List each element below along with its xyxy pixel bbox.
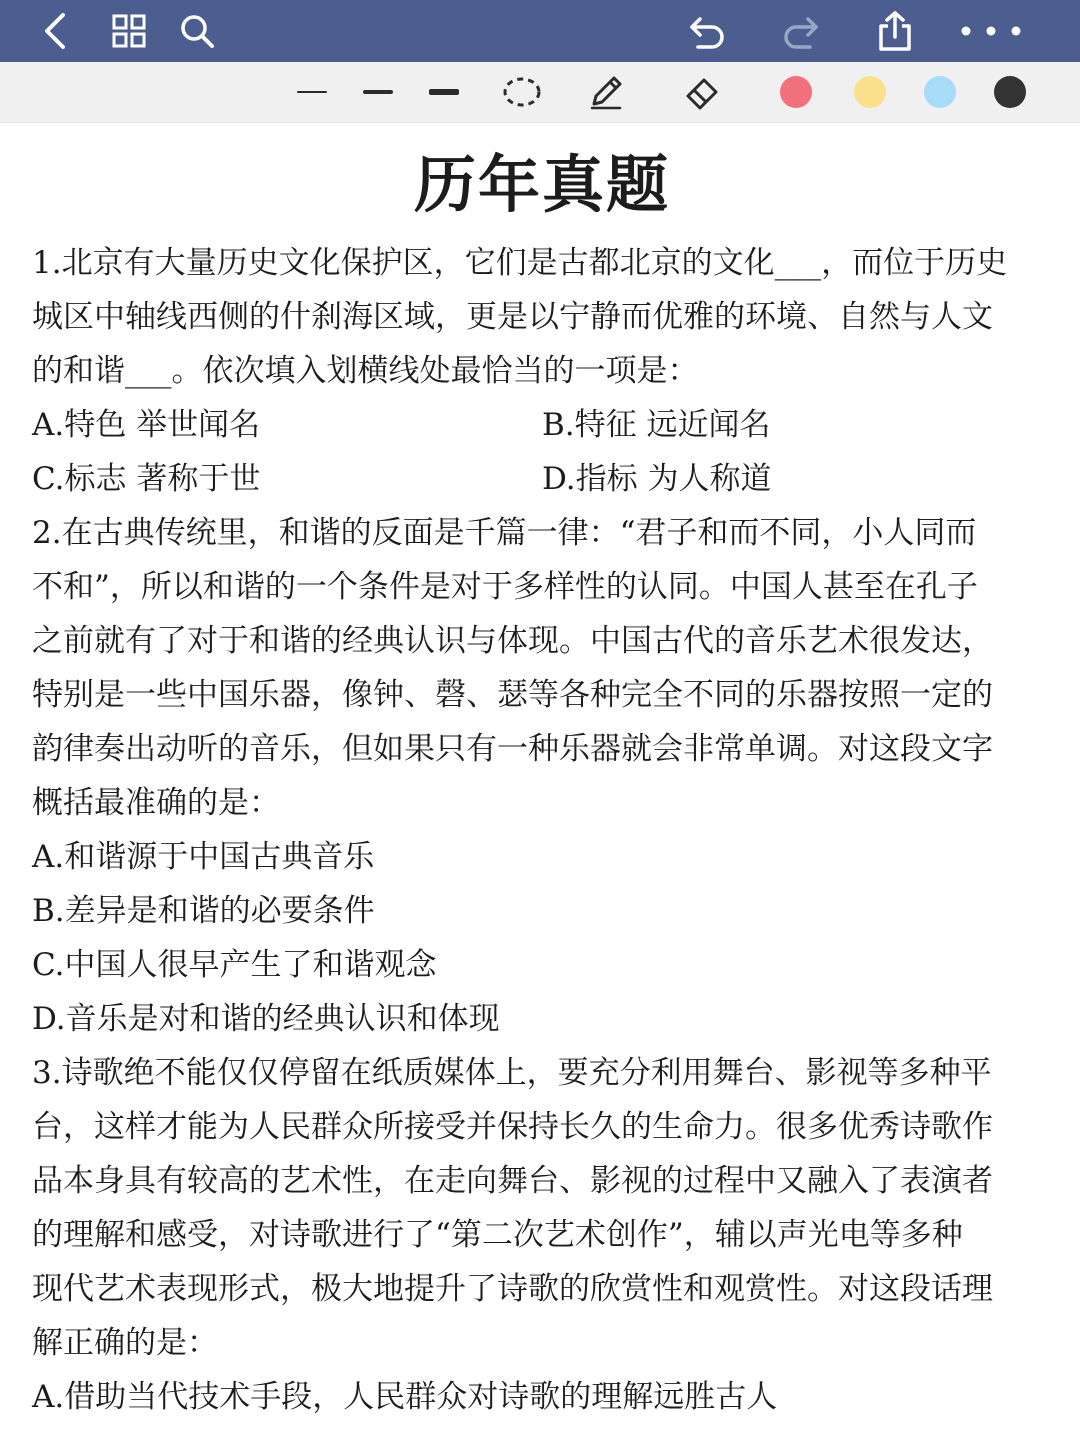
question-text-line: 1.北京有大量历史文化保护区，它们是古都北京的文化___，而位于历史 — [32, 245, 1008, 281]
drawing-toolbar — [0, 62, 1080, 123]
share-icon — [877, 10, 913, 52]
grid-view-button[interactable] — [104, 0, 154, 62]
options-row — [32, 452, 1052, 506]
back-chevron-icon — [41, 11, 69, 51]
question-text-line: 解正确的是： — [32, 1325, 218, 1361]
medium-stroke-button[interactable] — [356, 62, 400, 122]
question-2 — [32, 506, 1052, 1046]
grid-icon — [111, 13, 147, 49]
color-blue-button[interactable] — [920, 62, 960, 122]
option-d: D.音乐是对和谐的经典认识和体现 — [32, 1001, 500, 1037]
blue-color-swatch — [924, 76, 956, 108]
lasso-icon — [502, 74, 542, 110]
redo-button[interactable] — [776, 0, 826, 62]
eraser-button[interactable] — [678, 62, 726, 122]
search-button[interactable] — [172, 0, 222, 62]
thin-stroke-button[interactable] — [290, 62, 334, 122]
more-icon — [956, 25, 1026, 37]
search-icon — [179, 13, 215, 49]
question-text-line: 特别是一些中国乐器，像钟、磬、瑟等各种完全不同的乐器按照一定的 — [32, 677, 993, 713]
option-d: D.指标 为人称道 — [542, 461, 772, 497]
eraser-icon — [682, 72, 722, 112]
color-black-button[interactable] — [990, 62, 1030, 122]
option-c: C.中国人很早产生了和谐观念 — [32, 947, 437, 983]
yellow-color-swatch — [854, 76, 886, 108]
thin-stroke-icon — [297, 91, 327, 93]
option-b: B.差异是和谐的必要条件 — [32, 893, 375, 929]
question-text-line: 现代艺术表现形式，极大地提升了诗歌的欣赏性和观赏性。对这段话理 — [32, 1271, 993, 1307]
medium-stroke-icon — [363, 90, 393, 94]
option-c: C.标志 著称于世 — [32, 461, 261, 497]
option-a: A.和谐源于中国古典音乐 — [32, 839, 375, 875]
question-text-line: 韵律奏出动听的音乐，但如果只有一种乐器就会非常单调。对这段文字 — [32, 731, 993, 767]
color-yellow-button[interactable] — [850, 62, 890, 122]
more-button[interactable] — [948, 0, 1034, 62]
thick-stroke-button[interactable] — [422, 62, 466, 122]
pink-color-swatch — [780, 76, 812, 108]
options-row — [32, 398, 1052, 452]
question-text-line: 3.诗歌绝不能仅仅停留在纸质媒体上，要充分利用舞台、影视等多种平 — [32, 1055, 992, 1091]
black-color-swatch — [994, 76, 1026, 108]
thick-stroke-icon — [429, 89, 459, 95]
undo-button[interactable] — [682, 0, 732, 62]
pencil-button[interactable] — [582, 62, 630, 122]
question-3 — [32, 1046, 1052, 1424]
question-text-line: 品本身具有较高的艺术性，在走向舞台、影视的过程中又融入了表演者 — [32, 1163, 993, 1199]
option-a: A.特色 举世闻名 — [32, 407, 261, 443]
color-pink-button[interactable] — [776, 62, 816, 122]
option-a: A.借助当代技术手段，人民群众对诗歌的理解远胜古人 — [32, 1379, 778, 1415]
question-text-line: 台，这样才能为人民群众所接受并保持长久的生命力。很多优秀诗歌作 — [32, 1109, 993, 1145]
document-page — [32, 140, 1052, 1424]
question-text-line: 之前就有了对于和谐的经典认识与体现。中国古代的音乐艺术很发达， — [32, 623, 993, 659]
question-text-line: 的和谐___。依次填入划横线处最恰当的一项是： — [32, 353, 699, 389]
back-button[interactable] — [30, 0, 80, 62]
option-b: B.特征 远近闻名 — [542, 407, 771, 443]
pencil-icon — [586, 72, 626, 112]
top-navigation-bar — [0, 0, 1080, 62]
share-button[interactable] — [870, 0, 920, 62]
question-text-line: 概括最准确的是： — [32, 785, 280, 821]
undo-icon — [688, 13, 726, 49]
question-text-line: 城区中轴线西侧的什刹海区域，更是以宁静而优雅的环境、自然与人文 — [32, 299, 993, 335]
question-1 — [32, 236, 1052, 506]
lasso-button[interactable] — [498, 62, 546, 122]
redo-icon — [782, 13, 820, 49]
question-text-line: 的理解和感受，对诗歌进行了“第二次艺术创作”，辅以声光电等多种 — [32, 1217, 963, 1253]
page-title: 历年真题 — [413, 148, 670, 221]
question-text-line: 2.在古典传统里，和谐的反面是千篇一律：“君子和而不同，小人同而 — [32, 515, 977, 551]
question-text-line: 不和”，所以和谐的一个条件是对于多样性的认同。中国人甚至在孔子 — [32, 569, 978, 605]
